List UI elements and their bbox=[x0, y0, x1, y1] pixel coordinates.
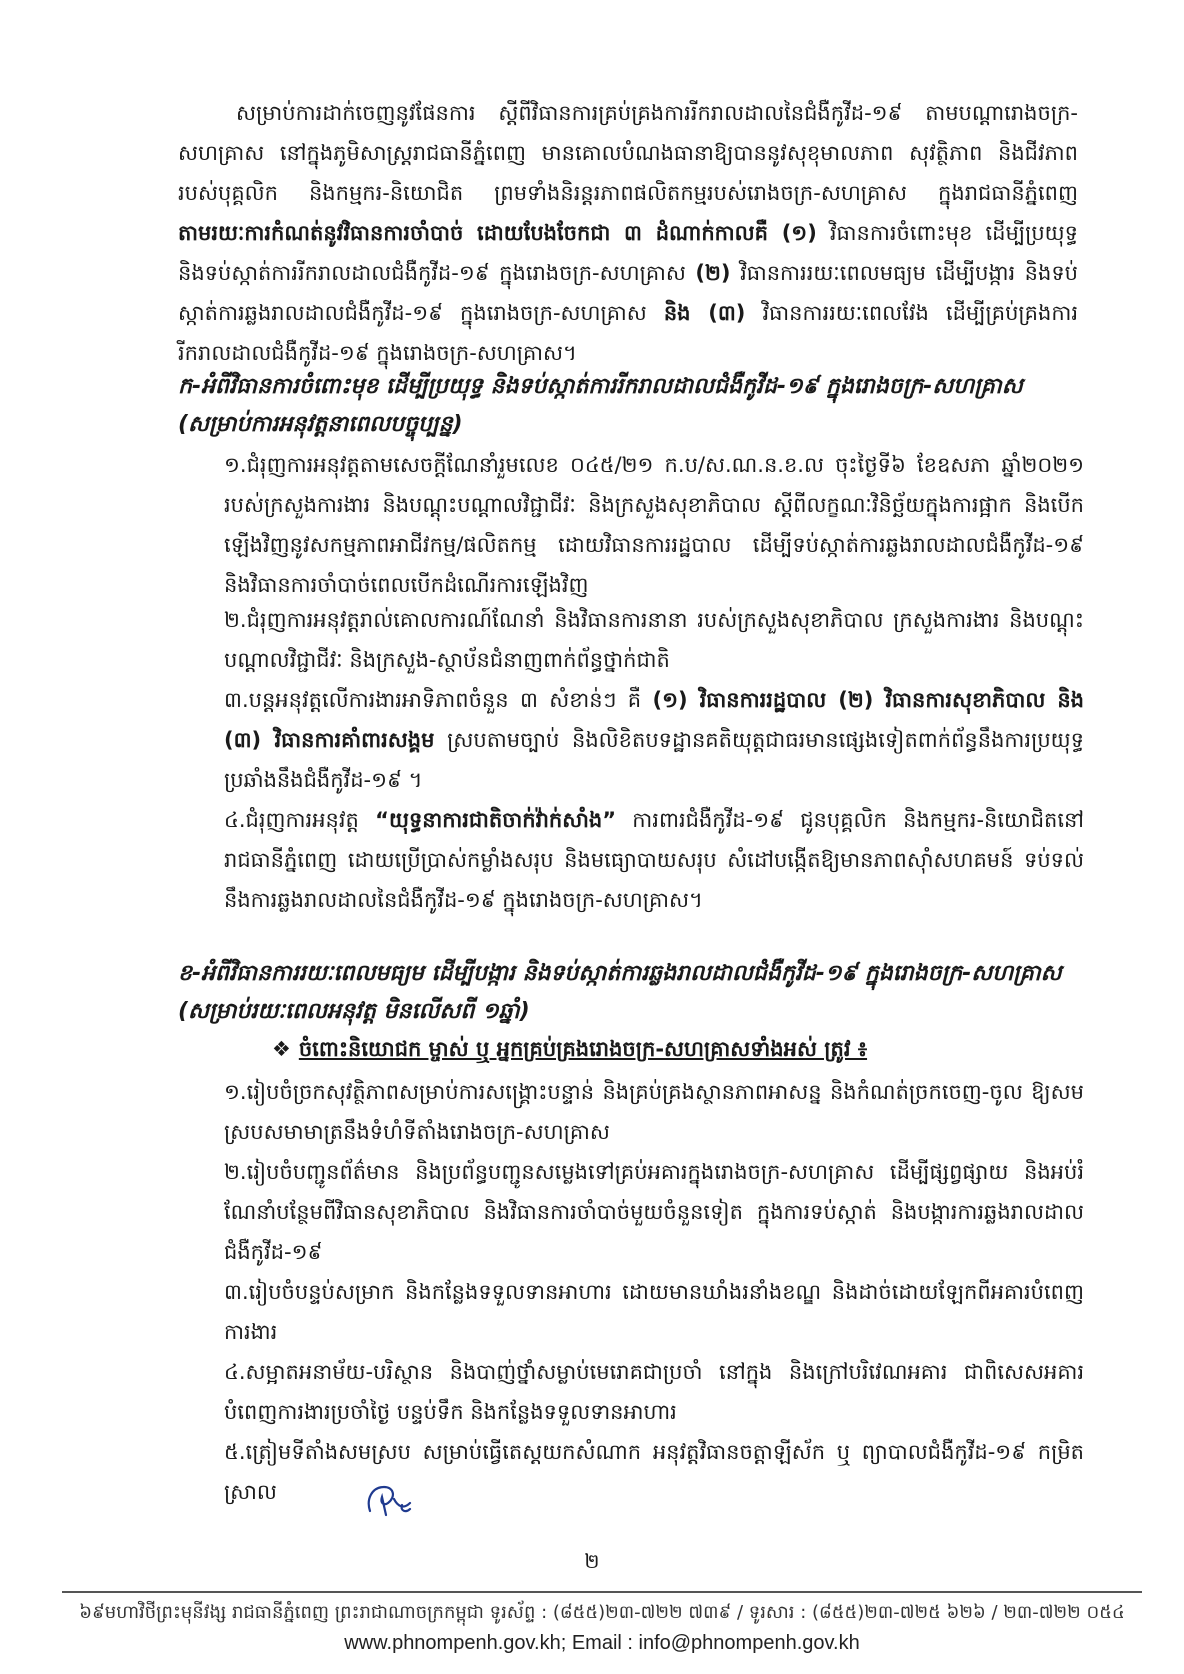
section-a-heading bbox=[178, 368, 1098, 444]
item-text-bold: (១) វិធានការរដ្ឋបាល (២) វិធានការសុខាភិបាល និង (៣) វិធានការគាំពារសង្គម bbox=[224, 688, 1084, 752]
item-number: ១. bbox=[224, 1080, 247, 1104]
item-text: ជំរុញការអនុវត្តរាល់គោលការណ៍ណែនាំ និងវិធានការនានា របស់ក្រសួងសុខាភិបាល ក្រសួងការងារ និងបណ្តុះបណ្តាលវិជ្ជាជីវៈ និងក្រសួង-ស្ថាប័នជំនាញពាក់ព័ន្ធថ្នាក់ជាតិ bbox=[224, 608, 1084, 672]
bullet-text: ចំពោះនិយោជក ម្ចាស់ ឬ អ្នកគ្រប់គ្រងរោងចក្រ-សហគ្រាសទាំងអស់ ត្រូវ ៖ bbox=[298, 1037, 868, 1061]
section-b-title: ខ-អំពីវិធានការរយៈពេលមធ្យម ដើម្បីបង្ការ និងទប់ស្កាត់ការឆ្លងរាលដាលជំងឺកូវីដ-១៩ ក្នុងរោងចក្រ-សហគ្រាស bbox=[178, 961, 1062, 986]
item-number: ២. bbox=[224, 608, 247, 632]
footer-divider bbox=[62, 1591, 1142, 1593]
item-number: ៣. bbox=[224, 1280, 249, 1304]
item-number: ២. bbox=[224, 1160, 247, 1184]
item-text-bold: “យុទ្ធនាការជាតិចាក់វ៉ាក់សាំង” bbox=[375, 808, 617, 832]
item-text-post: ស្របតាមច្បាប់ និងលិខិតបទដ្ឋានគតិយុត្តជាធរមានផ្សេងទៀតពាក់ព័ន្ធនឹងការប្រយុទ្ធប្រឆាំងនឹងជំងឺកូវីដ-១៩ ។ bbox=[224, 728, 1084, 792]
page-number: ២ bbox=[584, 1549, 600, 1573]
item-text: រៀបចំបញ្ជូនព័ត៌មាន និងប្រព័ន្ធបញ្ជូនសម្លេងទៅគ្រប់អគារក្នុងរោងចក្រ-សហគ្រាស ដើម្បីផ្សព្វផ្សាយ និងអប់រំណែនាំបន្ថែមពីវិធានសុខាភិបាល និងវិធានការចាំបាច់មួយចំនួនទៀត ក្នុងការទប់ស្កាត់ និងបង្ការការឆ្លងរាលដាលជំងឺកូវីដ-១៩ bbox=[224, 1160, 1084, 1264]
intro-paragraph bbox=[178, 93, 1078, 373]
item-number: ៣. bbox=[224, 688, 249, 712]
section-a-title: ក-អំពីវិធានការចំពោះមុខ ដើម្បីប្រយុទ្ធ និងទប់ស្កាត់ការរីករាលដាលជំងឺកូវីដ-១៩ ក្នុងរោងចក្រ-សហគ្រាស bbox=[178, 374, 1023, 399]
section-a-item-2 bbox=[224, 600, 1084, 680]
item-text: រៀបចំច្រកសុវត្ថិភាពសម្រាប់ការសង្គ្រោះបន្ទាន់ និងគ្រប់គ្រងស្ថានភាពអាសន្ន និងកំណត់ច្រកចេញ-ចូល ឱ្យសមស្របសមាមាត្រនឹងទំហំទីតាំងរោងចក្រ-សហគ្រាស bbox=[224, 1080, 1084, 1144]
intro-text-bold: តាមរយៈការកំណត់នូវវិធានការចាំបាច់ ដោយបែងចែកជា ៣ ដំណាក់កាលគឺ (១) bbox=[178, 221, 817, 245]
item-number: ៤. bbox=[224, 1360, 246, 1384]
section-b-item-3 bbox=[224, 1272, 1084, 1352]
item-text-post: ការពារជំងឺកូវីដ-១៩ ជូនបុគ្គលិក និងកម្មករ-និយោជិតនៅរាជធានីភ្នំពេញ ដោយប្រើប្រាស់កម្លាំងសរុប និងមធ្យោបាយសរុប សំដៅបង្កើតឱ្យមានភាពស៊ាំសហគមន៍ ទប់ទល់នឹងការឆ្លងរាលដាលនៃជំងឺកូវីដ-១៩ ក្នុងរោងចក្រ-សហគ្រាស។ bbox=[224, 808, 1085, 912]
section-a-subtitle: (សម្រាប់ការអនុវត្តនាពេលបច្ចុប្បន្ន) bbox=[178, 412, 463, 437]
section-b-heading bbox=[178, 955, 1098, 1031]
footer-web-email: www.phnompenh.gov.kh; Email : info@phnompenh.gov.kh bbox=[344, 1632, 860, 1654]
item-number: ៥. bbox=[224, 1440, 246, 1464]
intro-text-end: វិធានការរយៈពេលវែង ដើម្បីគ្រប់គ្រងការរីករាលដាលជំងឺកូវីដ-១៩ ក្នុងរោងចក្រ-សហគ្រាស។ bbox=[178, 301, 1078, 365]
intro-text-mid2: វិធានការរយៈពេលមធ្យម ដើម្បីបង្ការ និងទប់ស្កាត់ការឆ្លងរាលដាលជំងឺកូវីដ-១៩ ក្នុងរោងចក្រ-សហគ្រាស bbox=[178, 261, 1079, 325]
section-b-item-4 bbox=[224, 1352, 1084, 1432]
intro-text-mid1: វិធានការចំពោះមុខ ដើម្បីប្រយុទ្ធ និងទប់ស្កាត់ការរីករាលដាលជំងឺកូវីដ-១៩ ក្នុងរោងចក្រ-សហគ្រាស bbox=[178, 221, 1078, 285]
item-number: ៤. bbox=[224, 808, 246, 832]
item-text: ត្រៀមទីតាំងសមស្រប សម្រាប់ធ្វើតេស្តយកសំណាក អនុវត្តវិធានចត្តាឡីស័ក ឬ ព្យាបាលជំងឺកូវីដ-១៩ កម្រិតស្រាល bbox=[224, 1440, 1084, 1504]
section-b-item-2 bbox=[224, 1152, 1084, 1272]
section-a-item-4 bbox=[224, 800, 1084, 920]
diamond-bullet-icon: ❖ bbox=[272, 1037, 291, 1061]
item-number: ១. bbox=[224, 453, 247, 477]
section-b-item-1 bbox=[224, 1072, 1084, 1152]
item-text-pre: ជំរុញការអនុវត្ត bbox=[245, 808, 376, 832]
item-text: សម្អាតអនាម័យ-បរិស្ថាន និងបាញ់ថ្នាំសម្លាប់មេរោគជាប្រចាំ នៅក្នុង និងក្រៅបរិវេណអគារ ជាពិសេសអគារបំពេញការងារប្រចាំថ្ងៃ បន្ទប់ទឹក និងកន្លែងទទួលទានអាហារ bbox=[224, 1360, 1084, 1424]
section-a-item-1 bbox=[224, 445, 1084, 605]
section-b-bullet bbox=[272, 1030, 867, 1068]
item-text: ជំរុញការអនុវត្តតាមសេចក្តីណែនាំរួមលេខ ០៤៥/២១ ក.ប/ស.ណ.ន.ខ.ល ចុះថ្ងៃទី៦ ខែឧសភា ឆ្នាំ២០២១ របស់ក្រសួងការងារ និងបណ្តុះបណ្តាលវិជ្ជាជីវៈ និងក្រសួងសុខាភិបាល ស្តីពីលក្ខណៈវិនិច្ឆ័យក្នុងការផ្អាក និងបើកឡើងវិញនូវសកម្មភាពអាជីវកម្ម/ផលិតកម្ម ដោយវិធានការរដ្ឋបាល ដើម្បីទប់ស្កាត់ការឆ្លងរាលដាលជំងឺកូវីដ-១៩ និងវិធានការចាំបាច់ពេលបើកដំណើរការឡើងវិញ bbox=[224, 453, 1084, 597]
section-b-subtitle: (សម្រាប់រយៈពេលអនុវត្ត មិនលើសពី ១ឆ្នាំ) bbox=[178, 999, 530, 1024]
section-b-item-5 bbox=[224, 1432, 1084, 1512]
item-text: រៀបចំបន្ទប់សម្រាក និងកន្លែងទទួលទានអាហារ ដោយមានឃាំងរនាំងខណ្ឌ និងដាច់ដោយឡែកពីអគារបំពេញការងារ bbox=[224, 1280, 1084, 1344]
intro-text-start: សម្រាប់ការដាក់ចេញនូវផែនការ ស្តីពីវិធានការគ្រប់គ្រងការរីករាលដាលនៃជំងឺកូវីដ-១៩ តាមបណ្តារោងចក្រ-សហគ្រាស នៅក្នុងភូមិសាស្ត្ររាជធានីភ្នំពេញ មានគោលបំណងធានាឱ្យបាននូវសុខុមាលភាព សុវត្ថិភាព និងជីវភាពរបស់បុគ្គលិក និងកម្មករ-និយោជិត ព្រមទាំងនិរន្តរភាពផលិតកម្មរបស់រោងចក្រ-សហគ្រាស ក្នុងរាជធានីភ្នំពេញ bbox=[178, 101, 1078, 205]
item-text-pre: បន្តអនុវត្តលើការងារអាទិភាពចំនួន ៣ សំខាន់ៗ គឺ bbox=[248, 688, 653, 712]
initials-signature-icon bbox=[364, 1481, 412, 1521]
section-a-item-3 bbox=[224, 680, 1084, 800]
footer-address: ៦៩មហាវិថីព្រះមុនីវង្ស រាជធានីភ្នំពេញ ព្រះរាជាណាចក្រកម្ពុជា ទូរស័ព្ទ : (៨៥៥)២៣-៧២២ ៧៣៩ / ទូរសារ : (៨៥៥)២៣-៧២៥ ៦២៦ / ២៣-៧២២ ០៥៤ bbox=[79, 1602, 1125, 1623]
intro-text-bold2: (២) bbox=[695, 261, 731, 285]
intro-text-bold3: និង (៣) bbox=[663, 301, 746, 325]
